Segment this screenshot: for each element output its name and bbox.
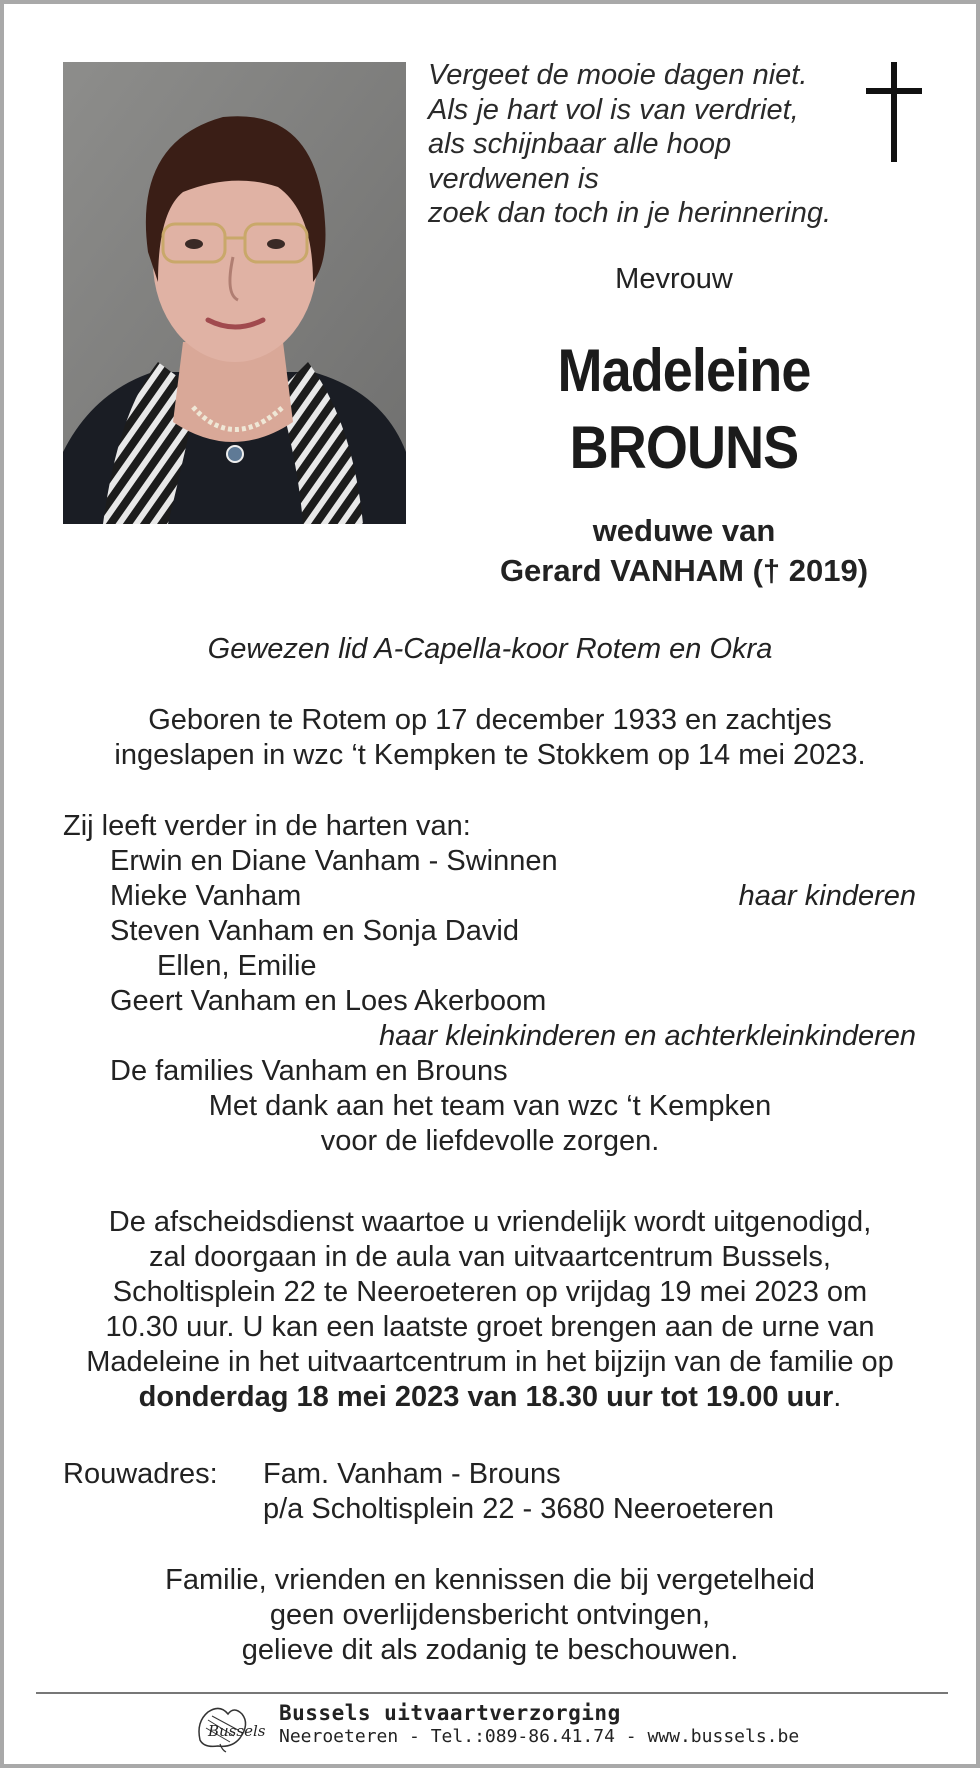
service-line: De afscheidsdienst waartoe u vriendelijk wordt uitgenodigd, — [108, 1206, 872, 1238]
poem — [428, 58, 868, 231]
last-name: BROUNS — [569, 414, 799, 481]
birth-line-1: Geboren te Rotem op 17 december 1933 en zachtjes — [148, 704, 832, 736]
visit-datetime: donderdag 18 mei 2023 van 18.30 uur tot 19.00 uur — [138, 1381, 834, 1413]
survivor-name: Steven Vanham en Sonja David — [110, 915, 519, 947]
survivor-name: Ellen, Emilie — [157, 950, 317, 982]
address-line-1: Fam. Vanham - Brouns — [263, 1458, 561, 1490]
funeral-home-contact: Neeroeteren - Tel.:089-86.41.74 - www.bussels.be — [279, 1726, 800, 1747]
member-of: Gewezen lid A-Capella-koor Rotem en Okra — [207, 633, 773, 665]
thanks-line-1: Met dank aan het team van wzc ‘t Kempken — [208, 1090, 772, 1122]
survivor-name: Geert Vanham en Loes Akerboom — [110, 985, 547, 1017]
portrait-photo — [63, 62, 406, 524]
service-line: 10.30 uur. U kan een laatste groet brengen aan de urne van — [105, 1311, 875, 1343]
birth-line-2: ingeslapen in wzc ‘t Kempken te Stokkem op 14 mei 2023. — [114, 739, 866, 771]
service-visit-line — [4, 1380, 976, 1415]
grandchildren-label: haar kleinkinderen en achterkleinkinderen — [379, 1020, 916, 1052]
survivor-name: Mieke Vanham — [110, 880, 302, 912]
funeral-home-name: Bussels uitvaartverzorging — [279, 1701, 621, 1725]
poem-line: als schijnbaar alle hoop — [428, 128, 732, 160]
children-label: haar kinderen — [738, 880, 916, 912]
cross-icon — [866, 62, 922, 162]
survivors-intro: Zij leeft verder in de harten van: — [63, 810, 471, 842]
visit-period: . — [833, 1381, 842, 1413]
footer-divider — [36, 1692, 948, 1694]
spouse-name: Gerard VANHAM († 2019) — [499, 553, 869, 588]
portrait-illustration — [63, 62, 406, 524]
poem-line: Als je hart vol is van verdriet, — [428, 93, 799, 126]
service-line: Scholtisplein 22 te Neeroeteren op vrijdag 19 mei 2023 om — [112, 1276, 868, 1308]
poem-line: verdwenen is — [428, 162, 599, 195]
poem-line: Vergeet de mooie dagen niet. — [428, 59, 808, 91]
salutation: Mevrouw — [615, 263, 733, 295]
address-label: Rouwadres: — [63, 1458, 218, 1490]
service-line: Madeleine in het uitvaartcentrum in het bijzijn van de familie op — [86, 1346, 894, 1378]
widow-line: weduwe van — [592, 513, 776, 548]
notice-line: geen overlijdensbericht ontvingen, — [269, 1599, 711, 1631]
poem-line: zoek dan toch in je herinnering. — [428, 197, 832, 229]
thanks-line-2: voor de liefdevolle zorgen. — [320, 1125, 660, 1157]
first-name: Madeleine — [557, 337, 811, 404]
notice-line: gelieve dit als zodanig te beschouwen. — [241, 1634, 739, 1666]
families-line: De families Vanham en Brouns — [110, 1055, 508, 1087]
survivor-name: Erwin en Diane Vanham - Swinnen — [110, 845, 558, 877]
notice-line: Familie, vrienden en kennissen die bij vergetelheid — [165, 1564, 815, 1596]
logo-text: Bussels — [208, 1722, 266, 1740]
bussels-logo — [190, 1700, 272, 1754]
address-line-2: p/a Scholtisplein 22 - 3680 Neeroeteren — [263, 1493, 775, 1525]
service-line: zal doorgaan in de aula van uitvaartcentrum Bussels, — [149, 1241, 831, 1273]
